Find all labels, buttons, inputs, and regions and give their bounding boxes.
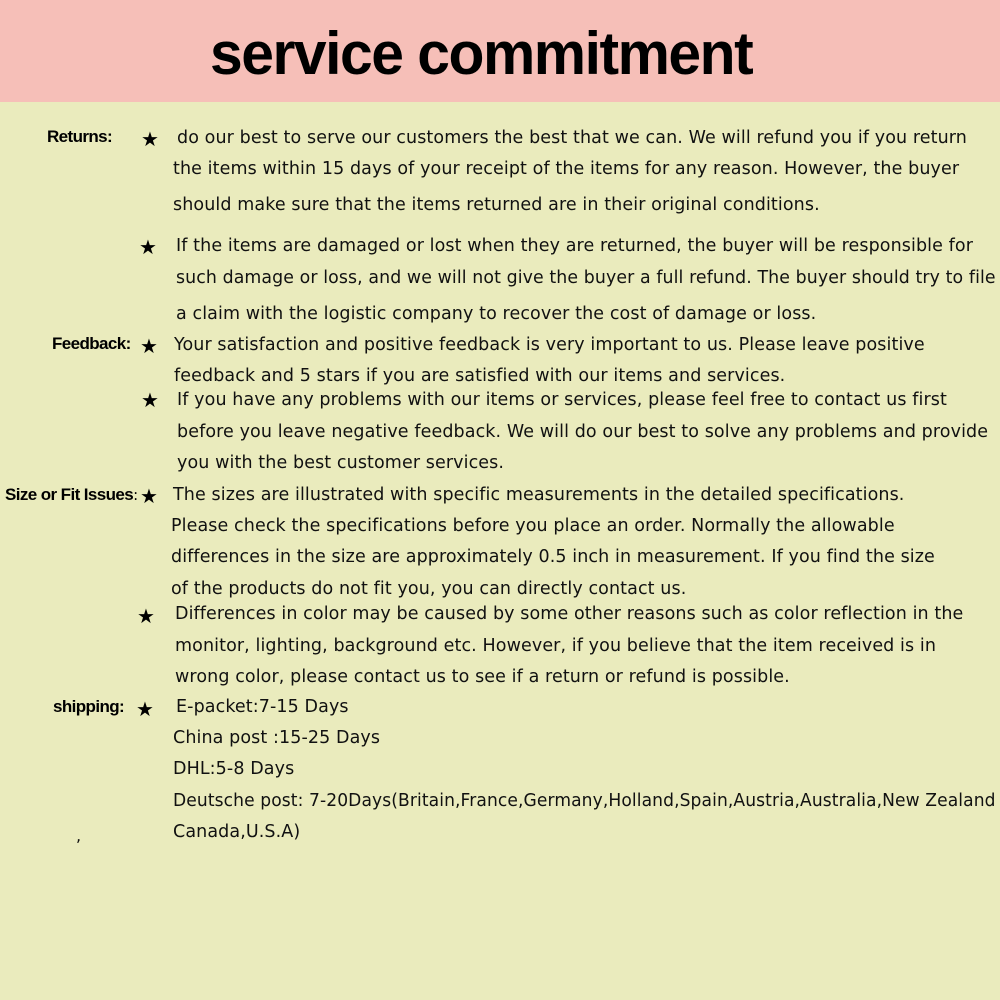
feedback-point-1-line-1: Your satisfaction and positive feedback is very important to us. Please leave positive xyxy=(174,335,925,355)
shipping-line-epacket: E-packet:7-15 Days xyxy=(176,697,349,717)
shipping-line-china-post: China post :15-25 Days xyxy=(173,728,381,748)
returns-point-1-line-1: do our best to serve our customers the best that we can. We will refund you if you return xyxy=(177,128,967,148)
size-point-2-line-2: monitor, lighting, background etc. However, if you believe that the item received is in xyxy=(175,636,937,656)
shipping-line-deutsche-post: Deutsche post: 7-20Days(Britain,France,Germany,Holland,Spain,Austria,Australia,New Zealand xyxy=(173,791,996,811)
returns-label: Returns: xyxy=(47,127,113,146)
star-icon: ★ xyxy=(139,235,157,259)
stray-comma: , xyxy=(76,826,82,845)
star-icon: ★ xyxy=(137,604,155,628)
feedback-point-2-line-2: before you leave negative feedback. We will do our best to solve any problems and provide xyxy=(177,422,989,442)
shipping-line-countries: Canada,U.S.A) xyxy=(173,822,301,842)
title-banner xyxy=(0,0,1000,102)
size-point-2-line-1: Differences in color may be caused by some other reasons such as color reflection in the xyxy=(175,604,964,624)
size-point-1-line-1: The sizes are illustrated with specific measurements in the detailed specifications. xyxy=(173,485,905,505)
size-point-1-line-3: differences in the size are approximately 0.5 inch in measurement. If you find the size xyxy=(171,547,935,567)
shipping-line-dhl: DHL:5-8 Days xyxy=(173,759,295,779)
returns-point-1-line-3: should make sure that the items returned are in their original conditions. xyxy=(173,195,820,215)
star-icon: ★ xyxy=(140,484,158,508)
star-icon: ★ xyxy=(140,334,158,358)
feedback-point-2-line-3: you with the best customer services. xyxy=(177,453,505,473)
returns-point-2-line-1: If the items are damaged or lost when they are returned, the buyer will be responsible for xyxy=(176,236,974,256)
size-point-1-line-4: of the products do not fit you, you can directly contact us. xyxy=(171,579,687,599)
star-icon: ★ xyxy=(141,388,159,412)
page-title: service commitment xyxy=(210,20,753,87)
star-icon: ★ xyxy=(136,697,154,721)
star-icon: ★ xyxy=(141,127,159,151)
size-point-2-line-3: wrong color, please contact us to see if a return or refund is possible. xyxy=(175,667,790,687)
size-point-1-line-2: Please check the specifications before you place an order. Normally the allowable xyxy=(171,516,895,536)
returns-point-2-line-2: such damage or loss, and we will not give the buyer a full refund. The buyer should try to file xyxy=(176,268,996,288)
size-label: Size or Fit Issues: xyxy=(5,485,138,504)
returns-point-2-line-3: a claim with the logistic company to recover the cost of damage or loss. xyxy=(176,304,817,324)
feedback-label: Feedback: xyxy=(52,334,131,353)
returns-point-1-line-2: the items within 15 days of your receipt of the items for any reason. However, the buyer xyxy=(173,159,960,179)
feedback-point-2-line-1: If you have any problems with our items or services, please feel free to contact us first xyxy=(177,390,947,410)
shipping-label: shipping: xyxy=(53,697,125,716)
feedback-point-1-line-2: feedback and 5 stars if you are satisfied with our items and services. xyxy=(174,366,786,386)
